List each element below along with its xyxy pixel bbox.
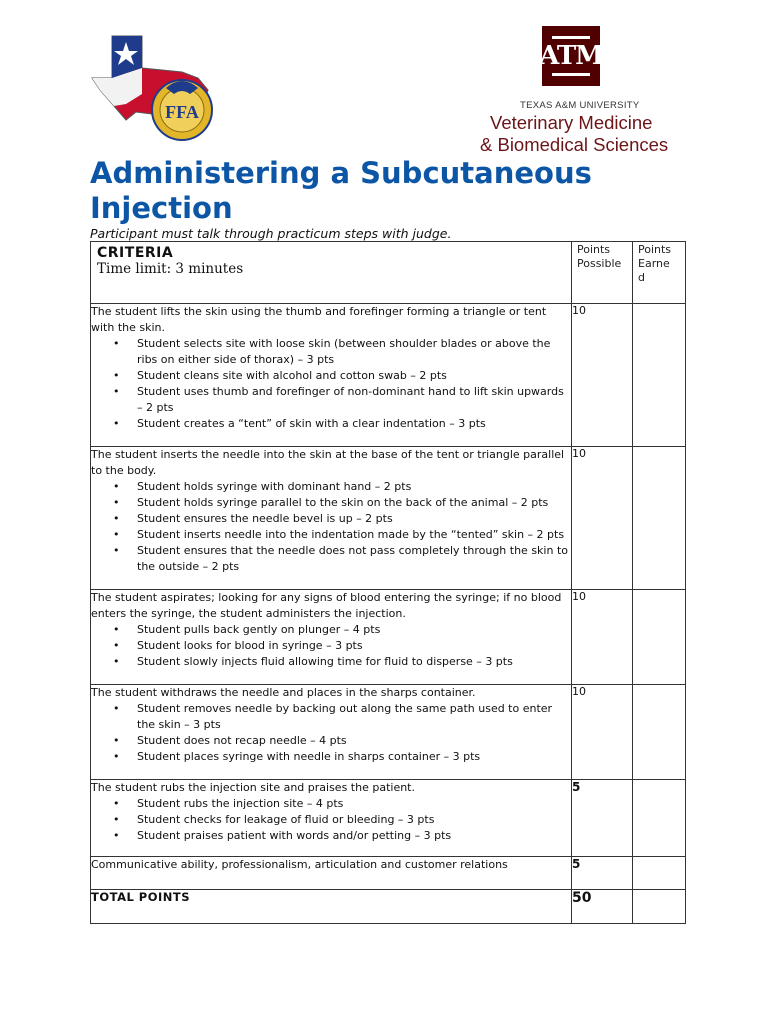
header-logos	[90, 22, 680, 155]
criteria-bullet: • Student looks for blood in syringe – 3 pts	[137, 638, 571, 654]
criteria-bullet: • Student removes needle by backing out along the same path used to enter the skin – 3 pts	[137, 701, 571, 733]
criteria-row	[91, 447, 686, 590]
criteria-bullet: • Student selects site with loose skin (between shoulder blades or above the ribs on either side of thorax) – 3 pts	[137, 336, 571, 368]
criteria-bullet: • Student holds syringe with dominant hand – 2 pts	[137, 479, 571, 495]
criteria-table	[90, 241, 686, 924]
tamu-monogram-text: ATM	[539, 41, 603, 71]
criteria-bullet: • Student rubs the injection site – 4 pts	[137, 796, 571, 812]
criteria-bullet: • Student praises patient with words and/or petting – 3 pts	[137, 828, 571, 844]
criteria-bullet: • Student places syringe with needle in sharps container – 3 pts	[137, 749, 571, 765]
points-earned-label: Points Earne d	[638, 243, 672, 284]
criteria-row	[91, 304, 686, 447]
criteria-row	[91, 857, 686, 890]
tamu-vet-logo	[480, 26, 680, 155]
criteria-bullet: • Student checks for leakage of fluid or bleeding – 3 pts	[137, 812, 571, 828]
criteria-stem: The student rubs the injection site and praises the patient.	[91, 781, 415, 794]
criteria-heading: CRITERIA	[97, 245, 174, 261]
points-earned-cell	[633, 857, 686, 890]
document-subtitle: Participant must talk through practicum steps with judge.	[90, 226, 452, 241]
college-name-line2: & Biomedical Sciences	[480, 134, 669, 155]
criteria-stem: Communicative ability, professionalism, articulation and customer relations	[91, 858, 508, 871]
criteria-bullet: • Student uses thumb and forefinger of non-dominant hand to lift skin upwards – 2 pts	[137, 384, 571, 416]
criteria-row	[91, 780, 686, 857]
criteria-header-cell	[91, 242, 572, 304]
points-possible-value: 5	[572, 780, 633, 857]
criteria-stem: The student aspirates; looking for any signs of blood entering the syringe; if no blood enters the syringe, the student administers the injection.	[91, 591, 562, 620]
college-name-line1: Veterinary Medicine	[490, 112, 653, 133]
points-earned-cell	[633, 304, 686, 447]
criteria-bullets	[91, 336, 571, 432]
criteria-bullet: • Student does not recap needle – 4 pts	[137, 733, 571, 749]
points-possible-header	[572, 242, 633, 304]
university-name: TEXAS A&M UNIVERSITY	[520, 100, 640, 111]
points-earned-header	[633, 242, 686, 304]
points-possible-value: 10	[572, 447, 633, 590]
criteria-stem: The student withdraws the needle and places in the sharps container.	[91, 686, 476, 699]
points-possible-value: 10	[572, 590, 633, 685]
criteria-bullet: • Student inserts needle into the indentation made by the “tented” skin – 2 pts	[137, 527, 571, 543]
criteria-bullets	[91, 622, 571, 670]
document-title: Administering a Subcutaneous Injection	[90, 156, 592, 225]
points-possible-value: 5	[572, 857, 633, 890]
table-header-row	[91, 242, 686, 304]
criteria-stem: The student inserts the needle into the skin at the base of the tent or triangle parallel to the body.	[91, 448, 565, 477]
ffa-logo-text: FFA	[165, 102, 199, 122]
criteria-row	[91, 685, 686, 780]
points-possible-label: Points Possible	[577, 243, 622, 270]
criteria-row	[91, 590, 686, 685]
points-earned-cell	[633, 780, 686, 857]
criteria-bullet: • Student pulls back gently on plunger – 4 pts	[137, 622, 571, 638]
points-possible-value: 10	[572, 304, 633, 447]
points-earned-cell	[633, 590, 686, 685]
total-points-value: 50	[572, 890, 633, 924]
criteria-bullet: • Student ensures the needle bevel is up – 2 pts	[137, 511, 571, 527]
criteria-bullets	[91, 796, 571, 844]
criteria-bullets	[91, 479, 571, 575]
criteria-bullets	[91, 701, 571, 765]
tamu-monogram	[539, 26, 603, 86]
points-earned-cell	[633, 685, 686, 780]
total-earned-cell	[633, 890, 686, 924]
texas-ffa-logo	[90, 28, 222, 146]
total-row	[91, 890, 686, 924]
criteria-bullet: • Student creates a “tent” of skin with a clear indentation – 3 pts	[137, 416, 571, 432]
criteria-bullet: • Student holds syringe parallel to the skin on the back of the animal – 2 pts	[137, 495, 571, 511]
total-label: TOTAL POINTS	[91, 890, 572, 924]
criteria-bullet: • Student ensures that the needle does not pass completely through the skin to the outside – 2 pts	[137, 543, 571, 575]
time-limit: Time limit: 3 minutes	[97, 261, 244, 277]
criteria-stem: The student lifts the skin using the thumb and forefinger forming a triangle or tent with the skin.	[91, 305, 547, 334]
points-possible-value: 10	[572, 685, 633, 780]
criteria-bullet: • Student cleans site with alcohol and cotton swab – 2 pts	[137, 368, 571, 384]
criteria-bullet: • Student slowly injects fluid allowing time for fluid to disperse – 3 pts	[137, 654, 571, 670]
points-earned-cell	[633, 447, 686, 590]
